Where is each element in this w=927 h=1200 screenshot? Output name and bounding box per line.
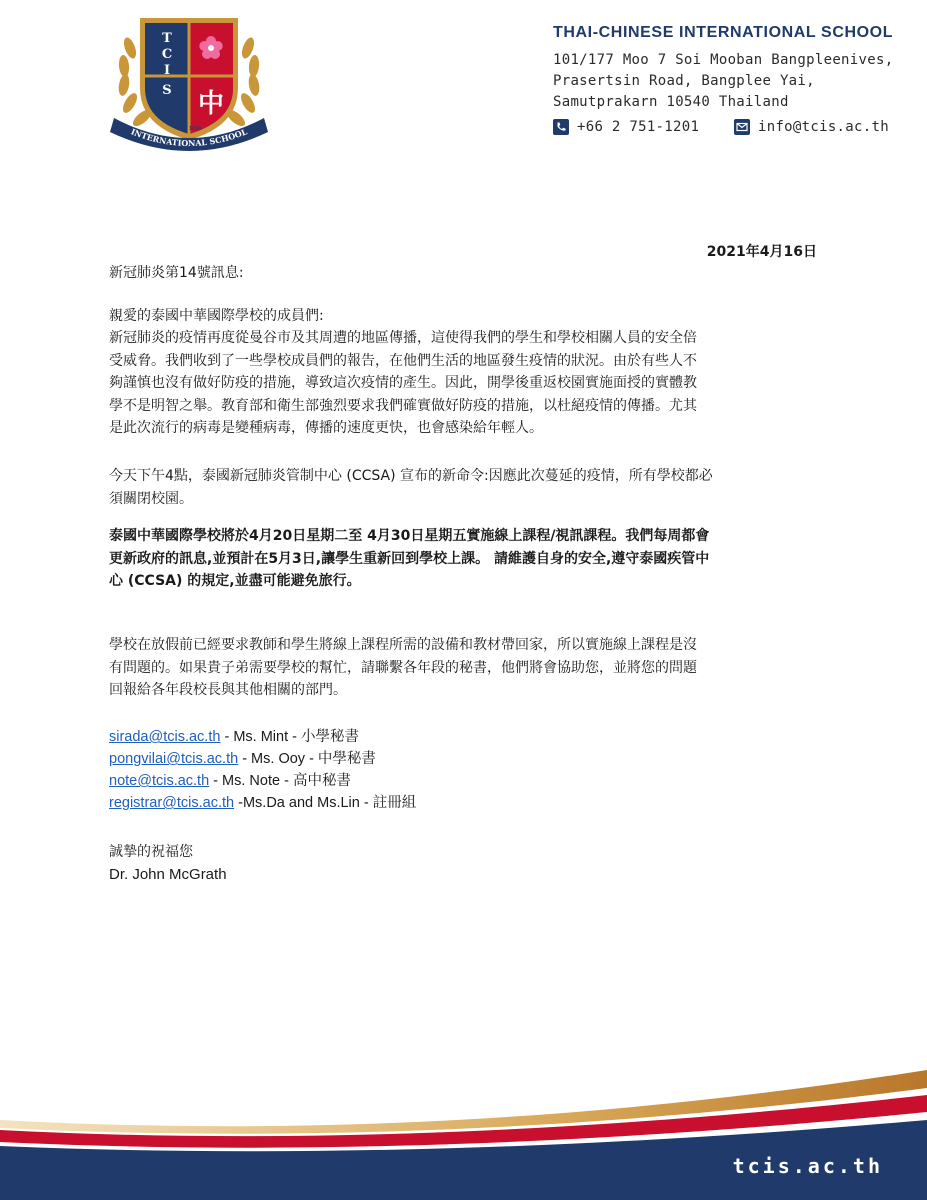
closing-text: 誠摯的祝福您 (109, 844, 193, 860)
paragraph-line: 是此次流行的病毒是變種病毒，傳播的速度更快，也會感染給年輕人。 (109, 420, 543, 436)
logo-letter-t: T (162, 31, 172, 46)
paragraph-line: 回報給各年段校長與其他相關的部門。 (109, 682, 347, 698)
paragraph-outbreak (109, 327, 821, 440)
school-logo (100, 8, 278, 158)
logo-chinese-char: 中 (197, 89, 225, 119)
phone-number: +66 2 751-1201 (577, 119, 700, 135)
logo-letter-i: I (163, 63, 171, 78)
contact-email-link[interactable]: note@tcis.ac.th (109, 773, 210, 789)
paragraph-line: 心 (CCSA) 的規定,並盡可能避免旅行。 (109, 573, 361, 589)
secretary-contacts (109, 726, 416, 814)
footer-website[interactable]: tcis.ac.th (732, 1154, 883, 1178)
contact-description: -Ms.Da and Ms.Lin - 註冊組 (234, 795, 417, 811)
email-contact (734, 119, 889, 135)
paragraph-line: 夠謹慎也沒有做好防疫的措施，導致這次疫情的產生。因此，開學後重返校園實施面授的實體教 (109, 375, 697, 391)
logo-letter-c: C (161, 47, 173, 62)
address-line-3: Samutprakarn 10540 Thailand (553, 94, 789, 110)
contact-row (109, 726, 416, 748)
paragraph-line: 學校在放假前已經要求教師和學生將線上課程所需的設備和教材帶回家，所以實施線上課程是沒 (109, 637, 697, 653)
contact-description: - Ms. Ooy - 中學秘書 (238, 751, 376, 767)
letter-closing (109, 841, 227, 886)
logo-est-text: EST. 1998 (176, 126, 202, 132)
contact-description: - Ms. Mint - 小學秘書 (220, 729, 359, 745)
paragraph-support (109, 634, 821, 702)
paragraph-line: 泰國中華國際學校將於4月20日星期二至 4月30日星期五實施線上課程/視訊課程。我們每周都會 (109, 528, 710, 544)
contact-row (109, 792, 416, 814)
logo-ribbon-text: INTERNATIONAL SCHOOL (129, 126, 249, 149)
logo-letter-s: S (162, 83, 172, 98)
letter-salutation: 親愛的泰國中華國際學校的成員們: (109, 308, 324, 324)
email-address[interactable]: info@tcis.ac.th (758, 119, 889, 135)
paragraph-line: 新冠肺炎的疫情再度從曼谷市及其周遭的地區傳播，這使得我們的學生和學校相關人員的安全倍 (109, 330, 697, 346)
signature: Dr. John McGrath (109, 865, 227, 883)
letter-date: 2021年4月16日 (706, 244, 817, 260)
contact-row (109, 748, 416, 770)
paragraph-line: 須關閉校園。 (109, 490, 193, 507)
paragraph-line: 更新政府的訊息,並預計在5月3日,讓學生重新回到學校上課。 請維護自身的安全,遵守泰國疾管中 (109, 550, 710, 567)
contact-email-link[interactable]: sirada@tcis.ac.th (109, 729, 221, 745)
mail-icon (734, 119, 750, 135)
phone-icon (553, 119, 569, 135)
paragraph-line: 受威脅。我們收到了一些學校成員們的報告，在他們生活的地區發生疫情的狀況。由於有些人不 (109, 352, 697, 369)
contact-description: - Ms. Note - 高中秘書 (209, 773, 351, 789)
contact-row (109, 770, 416, 792)
paragraph-online-classes (109, 525, 821, 593)
address-line-2: Prasertsin Road, Bangplee Yai, (553, 73, 815, 89)
address-line-1: 101/177 Moo 7 Soi Mooban Bangpleenives, (553, 52, 894, 68)
contact-email-link[interactable]: pongvilai@tcis.ac.th (109, 751, 239, 767)
paragraph-ccsa-order (109, 465, 821, 510)
paragraph-line: 今天下午4點，泰國新冠肺炎管制中心 (CCSA) 宣布的新命令:因應此次蔓延的疫情，所有學校都必 (109, 468, 713, 484)
school-name: THAI-CHINESE INTERNATIONAL SCHOOL (553, 24, 894, 41)
contact-email-link[interactable]: registrar@tcis.ac.th (109, 795, 235, 811)
letter-subject: 新冠肺炎第14號訊息: (109, 265, 244, 281)
paragraph-line: 學不是明智之舉。教育部和衛生部強烈要求我們確實做好防疫的措施，以杜絕疫情的傳播。尤其 (109, 397, 697, 414)
phone-contact (553, 119, 699, 135)
paragraph-line: 有問題的。如果貴子弟需要學校的幫忙，請聯繫各年段的秘書，他們將會協助您，並將您的問題 (109, 659, 697, 676)
